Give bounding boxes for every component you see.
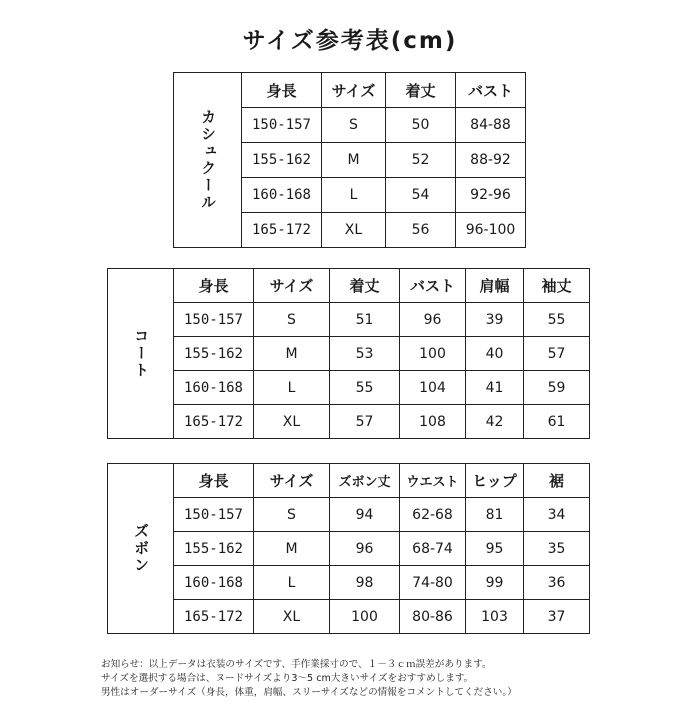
table-cell: 37 [524,600,590,634]
column-header: 身長 [174,269,254,303]
table-cell: 160-168 [174,566,254,600]
table-cell: 92-96 [456,178,526,213]
note-line: お知らせ：以上データは衣装のサイズです、手作業採寸ので、１－３ｃｍ誤差があります。 [101,659,492,670]
table-cell: XL [322,213,386,248]
table-row [108,303,590,337]
table-cell: M [254,337,330,371]
table-header-row [174,73,526,108]
table-cell: 94 [330,498,400,532]
note-line: サイズを選択する場合は、ヌードサイズより3～5 cm大きいサイズをおすすめします。 [101,673,474,684]
table-cell: 96 [330,532,400,566]
table-cell: S [322,108,386,143]
table-cell: 36 [524,566,590,600]
table-cell: 54 [386,178,456,213]
table-cell: 155-162 [242,143,322,178]
table-cell: 150-157 [174,498,254,532]
table-cell: 53 [330,337,400,371]
table-cell: 41 [466,371,524,405]
table-cell: 39 [466,303,524,337]
table-cell: L [254,566,330,600]
table-cell: 84-88 [456,108,526,143]
table-header-row [108,269,590,303]
table-cell: 155-162 [174,532,254,566]
table-row [108,405,590,439]
table-cell: 100 [330,600,400,634]
table-cell: XL [254,405,330,439]
table-cell: 96 [400,303,466,337]
table-cell: L [254,371,330,405]
table-cell: XL [254,600,330,634]
table-cell: 57 [524,337,590,371]
table-cell: 165-172 [174,600,254,634]
column-header: 着丈 [330,269,400,303]
table-cell: 80-86 [400,600,466,634]
garment-label: ズボン [108,464,174,634]
table-cell: 99 [466,566,524,600]
table-cell: 57 [330,405,400,439]
size-table-cache-coeur [173,72,526,248]
table-cell: S [254,303,330,337]
table-cell: 50 [386,108,456,143]
table-cell: 62-68 [400,498,466,532]
size-table-pants [107,463,590,634]
table-cell: 74-80 [400,566,466,600]
column-header: サイズ [254,269,330,303]
table-cell: 52 [386,143,456,178]
column-header: ウエスト [400,464,466,498]
size-table-coat [107,268,590,439]
table-cell: 160-168 [174,371,254,405]
column-header: ヒップ [466,464,524,498]
table-cell: 160-168 [242,178,322,213]
column-header: サイズ [254,464,330,498]
note-line: 男性はオーダーサイズ（身長，体重，肩幅、スリーサイズなどの情報をコメントしてください。） [101,687,517,698]
table-cell: 104 [400,371,466,405]
table-cell: 100 [400,337,466,371]
table-cell: 95 [466,532,524,566]
table-row [108,337,590,371]
table-cell: 96-100 [456,213,526,248]
column-header: 身長 [242,73,322,108]
table-cell: 108 [400,405,466,439]
column-header: 裾 [524,464,590,498]
table-cell: 40 [466,337,524,371]
table-cell: 61 [524,405,590,439]
table-cell: 88-92 [456,143,526,178]
table-cell: 42 [466,405,524,439]
table-cell: 81 [466,498,524,532]
table-cell: M [254,532,330,566]
table-cell: M [322,143,386,178]
table-header-row [108,464,590,498]
table-cell: S [254,498,330,532]
table-cell: 165-172 [242,213,322,248]
table-cell: 56 [386,213,456,248]
table-cell: 59 [524,371,590,405]
notes [101,658,696,700]
page-title: サイズ参考表(cm) [242,28,458,54]
table-cell: 34 [524,498,590,532]
garment-label: コート [108,269,174,439]
column-header: バスト [400,269,466,303]
table-cell: 155-162 [174,337,254,371]
table-cell: 55 [330,371,400,405]
table-cell: 68-74 [400,532,466,566]
table-row [108,532,590,566]
table-row [108,566,590,600]
table-cell: 165-172 [174,405,254,439]
table-cell: L [322,178,386,213]
column-header: サイズ [322,73,386,108]
table-cell: 51 [330,303,400,337]
table-cell: 55 [524,303,590,337]
column-header: 肩幅 [466,269,524,303]
table-cell: 150-157 [174,303,254,337]
table-row [108,371,590,405]
garment-label: カシュクール [174,73,242,248]
table-cell: 103 [466,600,524,634]
table-row [108,600,590,634]
column-header: 身長 [174,464,254,498]
column-header: バスト [456,73,526,108]
column-header: 袖丈 [524,269,590,303]
column-header: ズボン丈 [330,464,400,498]
table-cell: 150-157 [242,108,322,143]
table-cell: 35 [524,532,590,566]
column-header: 着丈 [386,73,456,108]
table-cell: 98 [330,566,400,600]
table-row [108,498,590,532]
